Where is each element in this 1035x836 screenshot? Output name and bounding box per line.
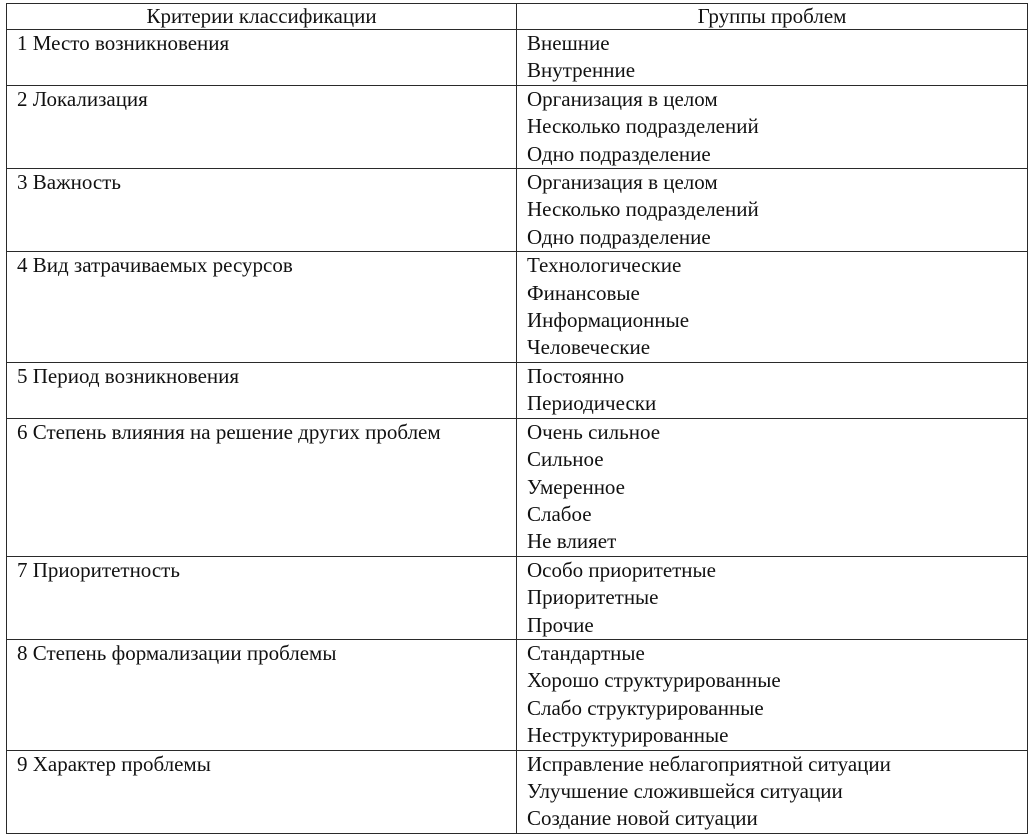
group-item: Исправление неблагоприятной ситуации: [527, 751, 891, 776]
group-item: Улучшение сложившейся ситуации: [527, 778, 843, 803]
group-item: Прочие: [527, 612, 594, 637]
table-row: [7, 252, 1028, 363]
group-item: Неструктурированные: [527, 723, 729, 748]
criterion-cell: 6 Степень влияния на решение других проблем: [7, 418, 517, 556]
table-row: [7, 362, 1028, 418]
group-item: Особо приоритетные: [527, 557, 716, 582]
group-item: Организация в целом: [527, 170, 718, 195]
criterion-cell: 1 Место возникновения: [7, 30, 517, 86]
group-item: Одно подразделение: [527, 224, 711, 249]
group-item: Слабо структурированные: [527, 695, 764, 720]
table-body: [7, 30, 1028, 834]
groups-cell: [517, 750, 1028, 833]
groups-cell: [517, 418, 1028, 556]
table-row: [7, 556, 1028, 639]
group-item: Технологические: [527, 253, 682, 278]
criterion-cell: 7 Приоритетность: [7, 556, 517, 639]
group-item: Информационные: [527, 308, 690, 333]
table-row: [7, 418, 1028, 556]
criterion-cell: 2 Локализация: [7, 85, 517, 168]
criterion-cell: 5 Период возникновения: [7, 362, 517, 418]
groups-cell: [517, 362, 1028, 418]
group-item: Хорошо структурированные: [527, 668, 781, 693]
criterion-cell: 8 Степень формализации проблемы: [7, 639, 517, 750]
table-row: [7, 85, 1028, 168]
group-item: Не влияет: [527, 529, 617, 554]
group-item: Периодически: [527, 391, 657, 416]
header-criterion: Критерии классификации: [7, 4, 517, 30]
group-item: Несколько подразделений: [527, 197, 759, 222]
classification-table: [6, 3, 1028, 834]
header-groups: Группы проблем: [517, 4, 1028, 30]
groups-cell: [517, 252, 1028, 363]
table-header-row: [7, 4, 1028, 30]
groups-cell: [517, 85, 1028, 168]
group-item: Организация в целом: [527, 86, 718, 111]
group-item: Умеренное: [527, 474, 626, 499]
group-item: Слабое: [527, 501, 592, 526]
group-item: Стандартные: [527, 640, 645, 665]
group-item: Финансовые: [527, 280, 640, 305]
group-item: Постоянно: [527, 363, 625, 388]
criterion-cell: 4 Вид затрачиваемых ресурсов: [7, 252, 517, 363]
table-row: [7, 639, 1028, 750]
criterion-cell: 3 Важность: [7, 169, 517, 252]
group-item: Создание новой ситуации: [527, 806, 758, 831]
criterion-cell: 9 Характер проблемы: [7, 750, 517, 833]
groups-cell: [517, 30, 1028, 86]
groups-cell: [517, 639, 1028, 750]
groups-cell: [517, 169, 1028, 252]
table-row: [7, 30, 1028, 86]
group-item: Сильное: [527, 447, 604, 472]
table-row: [7, 169, 1028, 252]
group-item: Внешние: [527, 31, 610, 55]
group-item: Внутренние: [527, 58, 636, 83]
group-item: Несколько подразделений: [527, 114, 759, 139]
groups-cell: [517, 556, 1028, 639]
table-row: [7, 750, 1028, 833]
group-item: Приоритетные: [527, 585, 659, 610]
group-item: Очень сильное: [527, 419, 661, 444]
group-item: Одно подразделение: [527, 141, 711, 166]
group-item: Человеческие: [527, 335, 651, 360]
